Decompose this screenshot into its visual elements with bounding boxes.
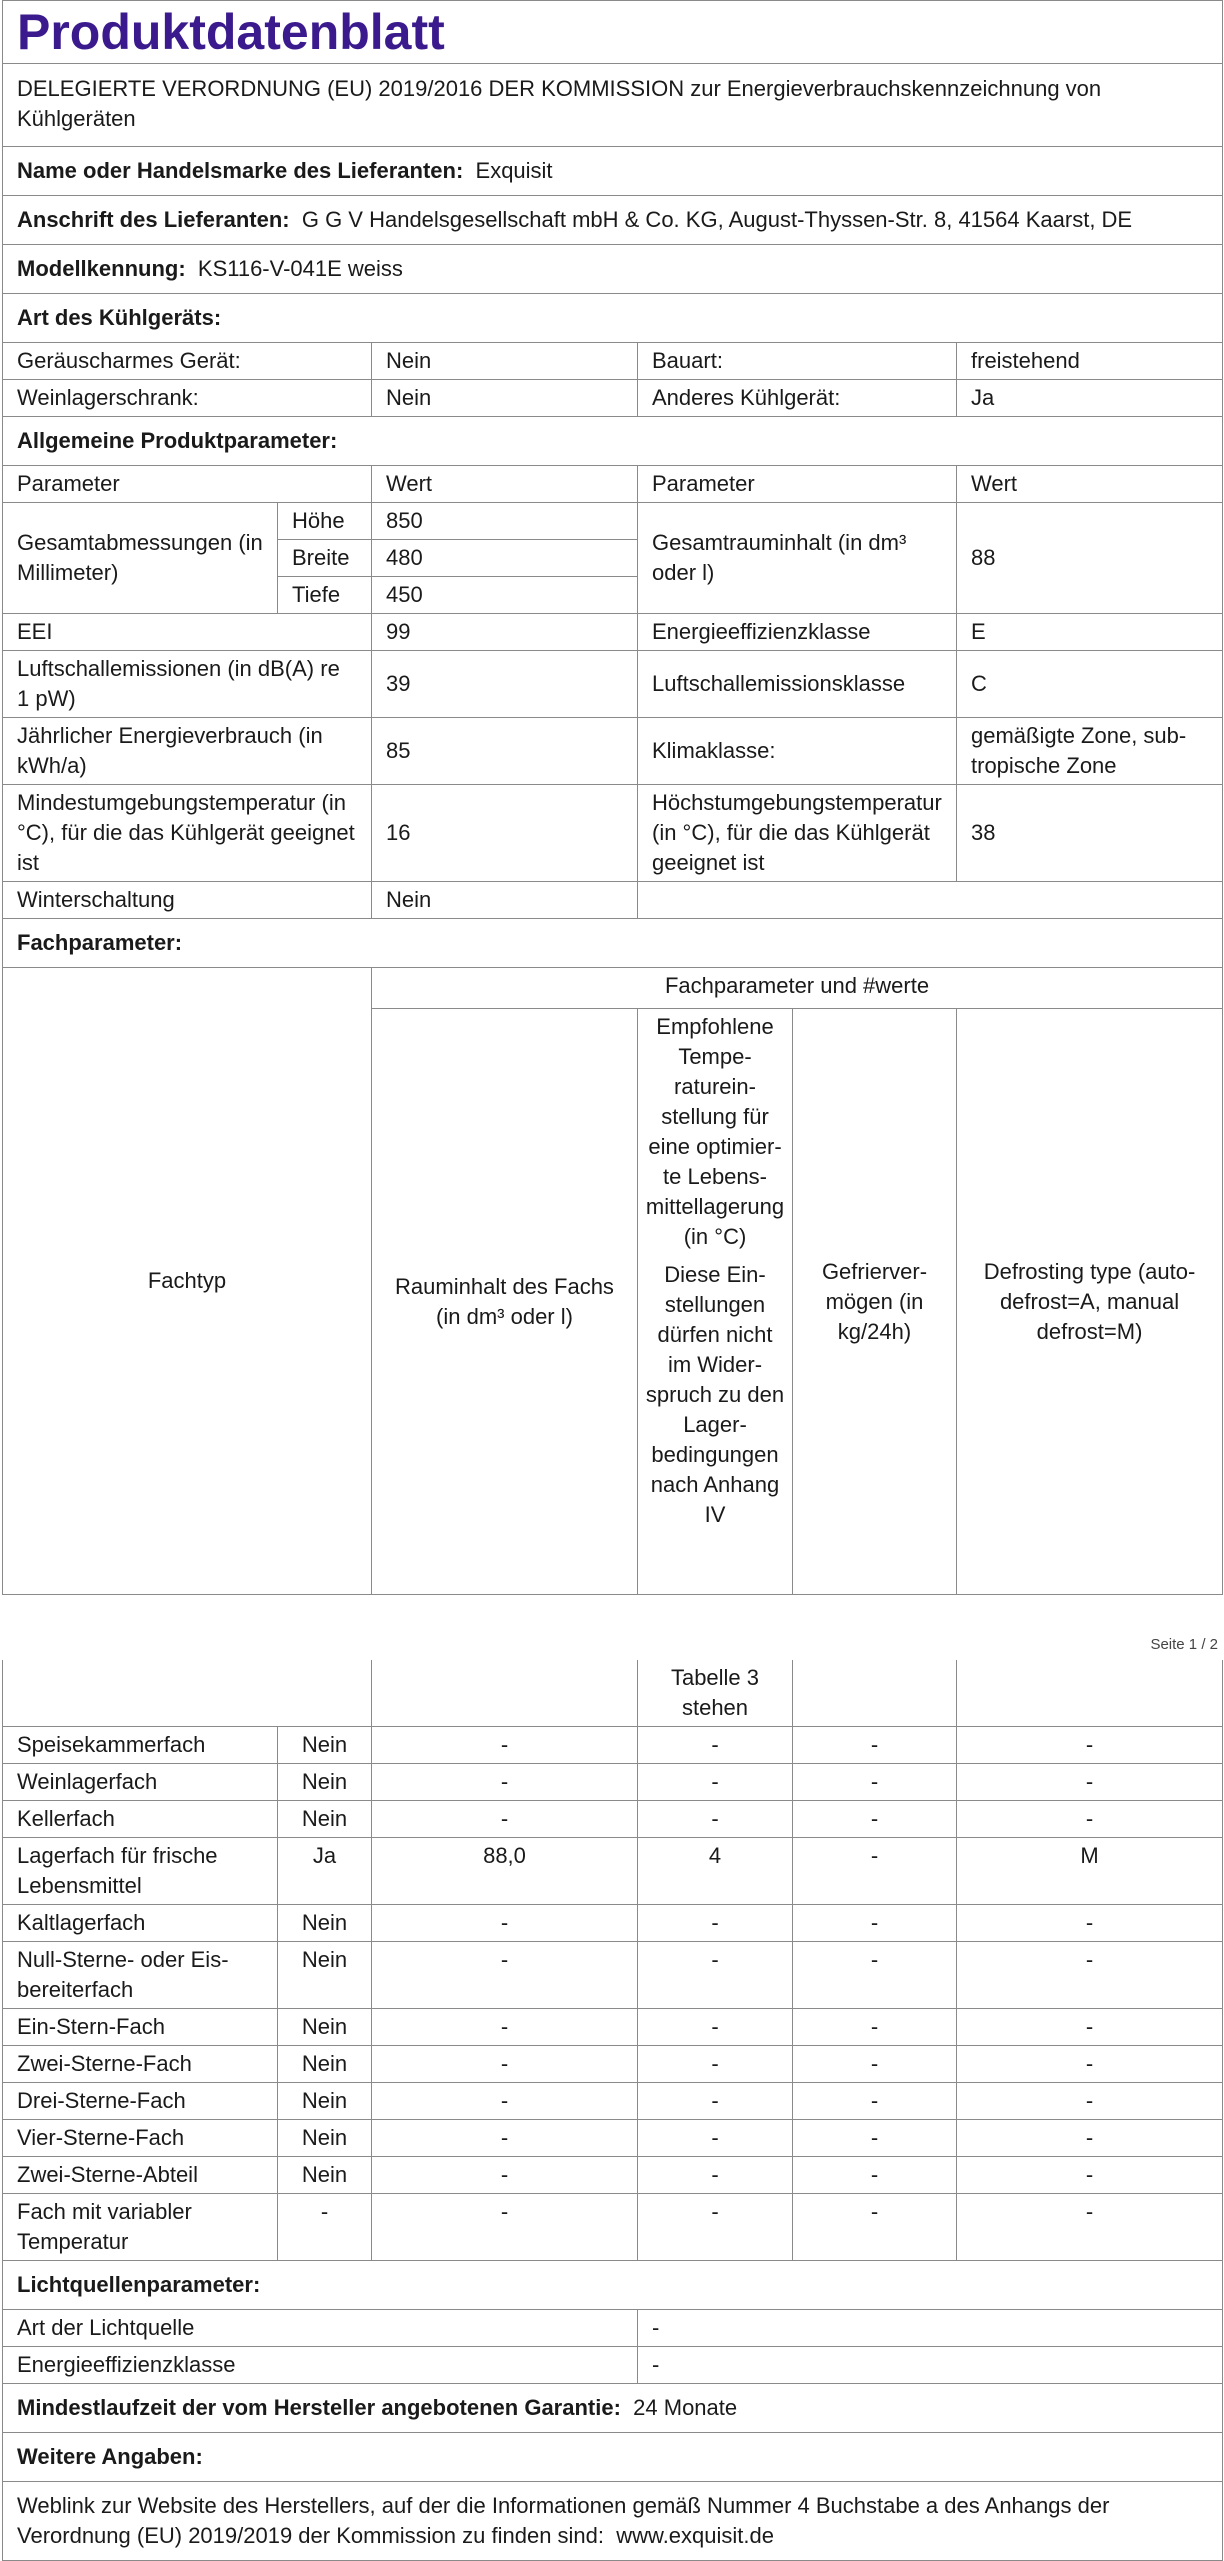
datasheet-table-page-1 [2,0,1223,1595]
noise-class-label: Luftschallemissionsklasse [638,651,957,718]
compartment-freeze: - [793,1838,957,1905]
compartment-name: Fach mit variabler Temperatur [3,2194,278,2261]
page-title: Produktdatenblatt [3,1,1223,64]
col-defrost-type: Defrosting type (auto-defrost=A, manual defrost=M) [957,1009,1223,1595]
noise-class-value: C [957,651,1223,718]
device-type-heading-text: Art des Kühlgeräts: [17,305,222,330]
max-temp-label: Höchstumgebungstemperatur (in °C), für die das Kühlgerät geeignet ist [638,785,957,882]
compartment-freeze: - [793,2009,957,2046]
compartment-temp: - [638,1727,793,1764]
page-number: Seite 1 / 2 [1150,1636,1218,1653]
design-label: Bauart: [638,343,957,380]
compartment-present: Nein [278,2083,372,2120]
page-1 [2,0,1222,1622]
dims-label: Gesamtabmessungen (in Millimeter) [3,503,278,614]
design-value: freistehend [957,343,1223,380]
compartment-volume: - [372,2157,638,2194]
warranty-value: 24 Monate [633,2395,738,2420]
compartment-temp: - [638,1905,793,1942]
compartment-volume: 88,0 [372,1838,638,1905]
compartment-temp: - [638,1942,793,2009]
energy-class-label: Energieeffizienzklasse [638,614,957,651]
compartment-present: Nein [278,1727,372,1764]
compartment-name: Speisekammerfach [3,1727,278,1764]
further-heading-text: Weitere Angaben: [17,2444,203,2469]
depth-value: 450 [372,577,638,614]
volume-label: Gesamtrauminhalt (in dm³ oder l) [638,503,957,614]
supplier-address-value: G G V Handelsgesellschaft mbH & Co. KG, August-Thyssen-Str. 8, 41564 Kaarst, DE [301,207,1133,232]
supplier-name-row [3,147,1223,196]
compartment-defrost: - [957,2194,1223,2261]
compartment-defrost: - [957,1801,1223,1838]
compartment-freeze: - [793,1801,957,1838]
device-type-heading [3,294,1223,343]
compartment-name: Vier-Sterne-Fach [3,2120,278,2157]
col-defrost-type-cont [957,1660,1223,1727]
compartment-present: Ja [278,1838,372,1905]
compartment-present: Nein [278,2120,372,2157]
compartment-row [3,1838,1223,1905]
supplier-name-value: Exquisit [475,158,553,183]
compartment-name: Null-Sterne- oder Eisbereiterfach [3,1942,278,2009]
compartment-volume: - [372,2046,638,2083]
compartment-present: Nein [278,2009,372,2046]
manufacturer-weblink[interactable]: www.exquisit.de [616,2523,774,2548]
compartment-name: Weinlagerfach [3,1764,278,1801]
further-info-row [3,2482,1223,2561]
light-heading-text: Lichtquellenparameter: [17,2272,261,2297]
climate-class-label: Klimaklasse: [638,718,957,785]
min-temp-label: Mindestumgebungstemperatur (in °C), für die das Kühlgerät geeignet ist [3,785,372,882]
general-col-param-2: Parameter [638,466,957,503]
general-col-param-1: Parameter [3,466,372,503]
width-label: Breite [278,540,372,577]
model-label: Modellkennung: [17,256,186,281]
compartment-volume: - [372,1764,638,1801]
compartment-defrost: - [957,1727,1223,1764]
winter-switch-empty [638,882,1223,919]
compartment-present: Nein [278,1905,372,1942]
compartment-present: Nein [278,1801,372,1838]
compartment-volume: - [372,1727,638,1764]
compartment-freeze: - [793,1727,957,1764]
compartment-name: Zwei-Sterne-Abteil [3,2157,278,2194]
compartment-freeze: - [793,2120,957,2157]
col-recommended-temp-note: Diese Einstellungen dürfen nicht im Widerspruch zu den Lagerbedingungen nach Anhang IV [645,1262,785,1528]
compartment-volume: - [372,1905,638,1942]
compartment-name: Kellerfach [3,1801,278,1838]
supplier-address-row [3,196,1223,245]
compartment-present: Nein [278,1942,372,2009]
general-heading-text: Allgemeine Produktparameter: [17,428,338,453]
winter-switch-value: Nein [372,882,638,919]
model-row [3,245,1223,294]
light-heading [3,2261,1223,2310]
further-heading [3,2433,1223,2482]
compartment-row [3,1764,1223,1801]
further-info-text: Weblink zur Website des Herstellers, auf der die Informationen gemäß Nummer 4 Buchstabe a des Anhangs der Verordnung (EU) 2019/2019 der Kommission zu finden sind: [17,2493,1110,2548]
col-freezing-capacity: Gefriervermögen (in kg/24h) [793,1009,957,1595]
compartment-volume: - [372,2120,638,2157]
warranty-label: Mindestlaufzeit der vom Hersteller angebotenen Garantie: [17,2395,621,2420]
winter-switch-label: Winterschaltung [3,882,372,919]
compartment-freeze: - [793,1942,957,2009]
compartment-temp: - [638,2120,793,2157]
compartment-temp: - [638,2194,793,2261]
compartment-defrost: - [957,1764,1223,1801]
compartment-volume: - [372,1942,638,2009]
compartment-name: Drei-Sterne-Fach [3,2083,278,2120]
compartment-rows [3,1727,1223,2261]
compartment-row [3,2157,1223,2194]
compartment-defrost: - [957,1942,1223,2009]
compartment-temp: - [638,2009,793,2046]
page-subtitle: DELEGIERTE VERORDNUNG (EU) 2019/2016 DER KOMMISSION zur Energieverbrauchskennzeichnung von Kühlgeräten [3,64,1223,147]
model-value: KS116-V-041E weiss [197,256,403,281]
other-device-value: Ja [957,380,1223,417]
col-recommended-temp-text: Empfohlene Temperatureinstellung für eine optimierte Lebensmittellagerung (in °C) [645,1014,785,1250]
compartment-freeze: - [793,2194,957,2261]
compartment-defrost: M [957,1838,1223,1905]
width-value: 480 [372,540,638,577]
light-type-label: Art der Lichtquelle [3,2310,638,2347]
min-temp-value: 16 [372,785,638,882]
warranty-row [3,2384,1223,2433]
noise-value: 39 [372,651,638,718]
supplier-name-label: Name oder Handelsmarke des Lieferanten: [17,158,464,183]
datasheet-table-page-2 [2,1660,1223,2561]
compartment-row [3,2120,1223,2157]
col-recommended-temp [638,1009,793,1595]
low-noise-value: Nein [372,343,638,380]
compartment-row [3,2046,1223,2083]
compartment-freeze: - [793,2046,957,2083]
compartment-row [3,2083,1223,2120]
compartment-name: Zwei-Sterne-Fach [3,2046,278,2083]
compartment-row [3,1801,1223,1838]
compartment-name: Lagerfach für frische Lebensmittel [3,1838,278,1905]
compartment-temp: - [638,2083,793,2120]
compartment-freeze: - [793,1764,957,1801]
compartment-volume: - [372,2009,638,2046]
compartment-temp: 4 [638,1838,793,1905]
compartment-present: Nein [278,2046,372,2083]
compartment-volume: - [372,2083,638,2120]
compartments-heading [3,919,1223,968]
compartment-defrost: - [957,2083,1223,2120]
compartment-row [3,1905,1223,1942]
depth-label: Tiefe [278,577,372,614]
compartment-freeze: - [793,2157,957,2194]
compartment-temp: - [638,1801,793,1838]
general-col-value-1: Wert [372,466,638,503]
supplier-address-label: Anschrift des Lieferanten: [17,207,290,232]
annual-energy-label: Jährlicher Energieverbrauch (in kWh/a) [3,718,372,785]
compartment-defrost: - [957,2046,1223,2083]
eei-label: EEI [3,614,372,651]
height-value: 850 [372,503,638,540]
wine-cabinet-value: Nein [372,380,638,417]
compartment-name: Ein-Stern-Fach [3,2009,278,2046]
compartment-temp: - [638,2046,793,2083]
col-recommended-temp-note-cont: Tabelle 3 stehen [638,1660,793,1727]
compartment-temp: - [638,2157,793,2194]
compartment-freeze: - [793,2083,957,2120]
compartment-volume: - [372,1801,638,1838]
compartment-defrost: - [957,2157,1223,2194]
compartment-name: Kaltlagerfach [3,1905,278,1942]
compartments-group-header: Fachparameter und #werte [372,968,1223,1009]
compartment-defrost: - [957,1905,1223,1942]
compartment-present: Nein [278,1764,372,1801]
eei-value: 99 [372,614,638,651]
other-device-label: Anderes Kühlgerät: [638,380,957,417]
compartment-row [3,2009,1223,2046]
compartment-present: Nein [278,2157,372,2194]
col-compartment-volume-cont [372,1660,638,1727]
compartment-volume: - [372,2194,638,2261]
noise-label: Luftschallemissionen (in dB(A) re 1 pW) [3,651,372,718]
compartment-defrost: - [957,2009,1223,2046]
compartment-temp: - [638,1764,793,1801]
col-compartment-volume: Rauminhalt des Fachs (in dm³ oder l) [372,1009,638,1595]
page-2 [2,1660,1222,2560]
max-temp-value: 38 [957,785,1223,882]
low-noise-label: Geräuscharmes Gerät: [3,343,372,380]
col-compartment-type-cont [3,1660,372,1727]
compartment-defrost: - [957,2120,1223,2157]
compartment-row [3,2194,1223,2261]
light-energy-class-value: - [638,2347,1223,2384]
compartment-freeze: - [793,1905,957,1942]
energy-class-value: E [957,614,1223,651]
general-heading [3,417,1223,466]
annual-energy-value: 85 [372,718,638,785]
col-compartment-type: Fachtyp [3,968,372,1595]
compartments-heading-text: Fachparameter: [17,930,183,955]
volume-value: 88 [957,503,1223,614]
light-energy-class-label: Energieeffizienzklasse [3,2347,638,2384]
wine-cabinet-label: Weinlagerschrank: [3,380,372,417]
compartment-row [3,1727,1223,1764]
light-type-value: - [638,2310,1223,2347]
height-label: Höhe [278,503,372,540]
col-freezing-capacity-cont [793,1660,957,1727]
general-col-value-2: Wert [957,466,1223,503]
compartment-present: - [278,2194,372,2261]
compartment-row [3,1942,1223,2009]
climate-class-value: gemäßigte Zone, subtropische Zone [957,718,1223,785]
